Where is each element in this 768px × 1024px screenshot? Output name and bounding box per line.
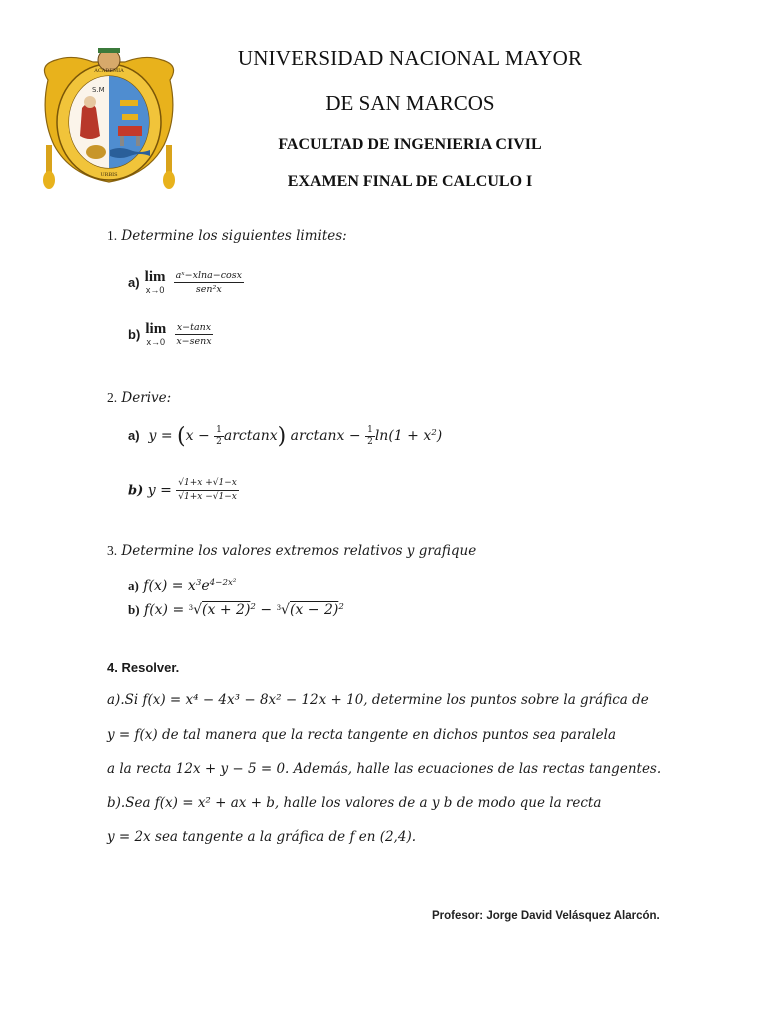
- question-4a-line-2: y = f(x) de tal manera que la recta tangente en dichos puntos sea paralela: [107, 727, 616, 743]
- question-2b: b) y = $\frac{√1+x +√1-x}{√1+x -√1-x}$: [128, 478, 237, 502]
- item-label: a): [128, 275, 140, 290]
- question-number: 2.: [107, 390, 118, 405]
- item-label: b): [128, 327, 141, 342]
- university-crest-icon: [38, 40, 180, 190]
- denominator: sen²x: [195, 284, 222, 295]
- question-2a: a) y = (x − $\frac{1}{2}$ arctanx) arctanx − $\frac{1}{2}$ $\ln(1 + x^2)$: [128, 424, 443, 449]
- question-1b: [128, 322, 214, 347]
- radical-fraction: [176, 478, 239, 503]
- question-1a: [128, 270, 244, 295]
- item-label: b): [128, 483, 144, 499]
- numerator: aˣ−xlna−cosx: [175, 270, 243, 281]
- denominator: x−senx: [176, 336, 212, 347]
- numerator: √1+x +√1−x: [176, 478, 239, 491]
- limit-operator: lim x→0: [144, 269, 166, 295]
- item-label: a).: [107, 692, 125, 708]
- question-instruction: Determine los valores extremos relativos y grafique: [121, 543, 477, 559]
- item-label: b): [128, 602, 140, 617]
- question-instruction: Derive:: [121, 390, 172, 406]
- item-label: a): [128, 578, 139, 593]
- half-fraction: $\frac{1}{2}$: [367, 424, 373, 447]
- question-2-heading: [107, 390, 171, 406]
- svg-text:ACADEMIA: ACADEMIA: [94, 68, 124, 74]
- question-4-heading: [107, 660, 179, 675]
- half-fraction: $\frac{1}{2}$: [216, 424, 222, 447]
- question-1-heading: [107, 228, 347, 244]
- denominator: √1+x −√1−x: [178, 492, 237, 502]
- faculty-name: FACULTAD DE INGENIERIA CIVIL: [278, 136, 542, 153]
- university-name-line1: UNIVERSIDAD NACIONAL MAYOR: [237, 46, 583, 70]
- question-3a: a) $f(x) = x^3e^{4-2x^2}$: [128, 578, 237, 594]
- question-4a-line-1: a).Si f(x) = x⁴ − 4x³ − 8x² − 12x + 10, determine los puntos sobre la gráfica de: [107, 692, 649, 708]
- limit-fraction: [174, 322, 213, 347]
- exam-title: EXAMEN FINAL DE CALCULO I: [287, 173, 533, 190]
- question-4b-line-2: y = 2x sea tangente a la gráfica de f en (2,4).: [107, 829, 416, 845]
- radical-sign: √: [281, 602, 290, 618]
- question-4a-line-3: a la recta 12x + y − 5 = 0. Además, halle las ecuaciones de las rectas tangentes.: [107, 761, 662, 777]
- radical-sign: √: [193, 602, 203, 618]
- question-instruction: Resolver.: [121, 660, 180, 675]
- item-label: b).: [107, 795, 126, 811]
- question-number: 1.: [107, 228, 118, 243]
- svg-text:URBIS: URBIS: [100, 172, 118, 178]
- question-instruction: Determine los siguientes limites:: [121, 228, 347, 244]
- professor-signature: Profesor: Jorge David Velásquez Alarcón.: [432, 910, 660, 922]
- item-label: a): [128, 428, 140, 443]
- numerator: x−tanx: [176, 322, 212, 333]
- limit-fraction: [174, 270, 244, 295]
- question-3-heading: [107, 543, 476, 559]
- question-3b: b) $f(x) = ^3√(x + 2)^2 - ^3√(x - 2)^2$: [128, 602, 344, 618]
- question-number: 4.: [107, 660, 118, 675]
- limit-operator: lim x→0: [145, 321, 167, 347]
- svg-text:S.M: S.M: [92, 86, 105, 94]
- question-number: 3.: [107, 543, 118, 558]
- question-4b-line-1: b).Sea f(x) = x² + ax + b, halle los valores de a y b de modo que la recta: [107, 795, 602, 811]
- university-name-line2: DE SAN MARCOS: [325, 91, 495, 115]
